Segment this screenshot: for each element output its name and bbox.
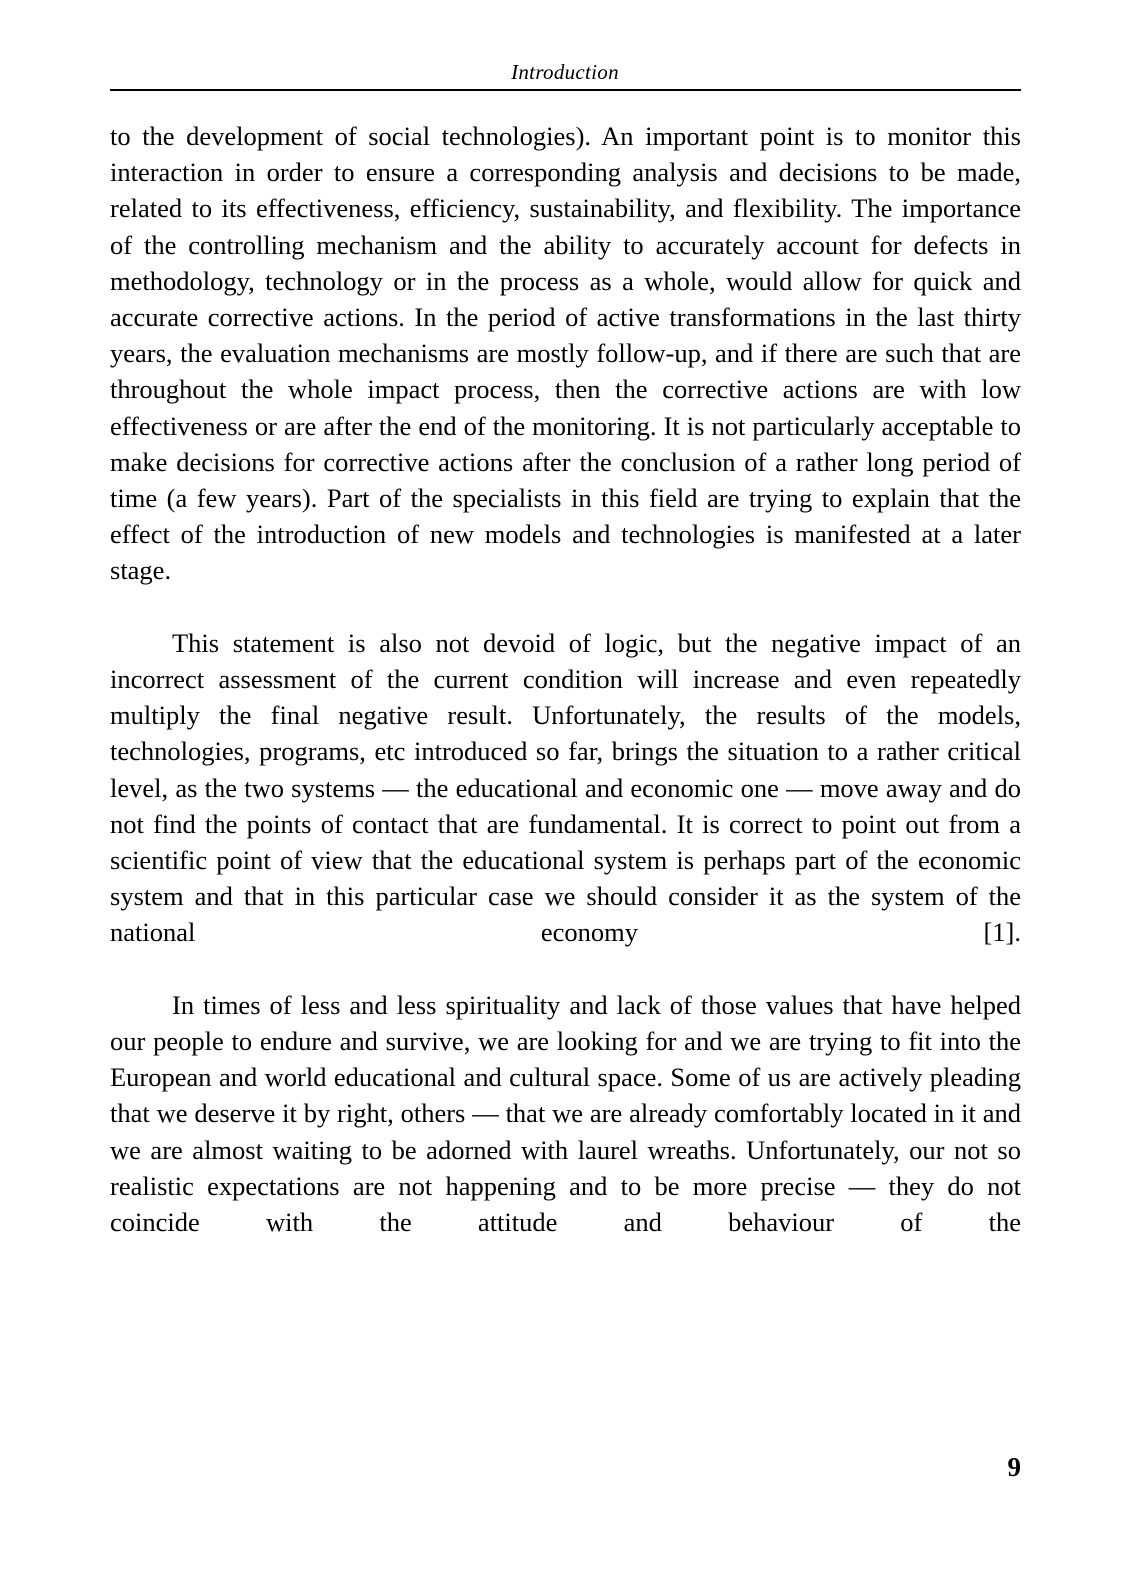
header-divider-rule: [110, 89, 1021, 91]
paragraph: This statement is also not devoid of logic, but the negative impact of an incorrect assessment of the current condition will increase and even repeatedly multiply the final negative result. Unfortunately, the results of the models, technologies, programs, etc introduced so far, brings the situation to a rather critical level, as the two systems — the educational and economic one — move away and do not find the points of contact that are fundamental. It is correct to point out from a scientific point of view that the educational system is perhaps part of the economic system and that in this particular case we should consider it as the system of the national economy [1].: [110, 627, 1021, 948]
paragraph: to the development of social technologies). An important point is to monitor this interaction in order to ensure a corresponding analysis and decisions to be made, related to its effectiveness, efficiency, sustainability, and flexibility. The importance of the controlling mechanism and the ability to accurately account for defects in methodology, technology or in the process as a whole, would allow for quick and accurate corrective actions. In the period of active transformations in the last thirty years, the evaluation mechanisms are mostly follow-up, and if there are such that are throughout the whole impact process, then the corrective actions are with low effectiveness or are after the end of the monitoring. It is not particularly acceptable to make decisions for corrective actions after the conclusion of a rather long period of time (a few years). Part of the specialists in this field are trying to explain that the effect of the introduction of new models and technologies is manifested at a later stage.: [110, 121, 1021, 586]
body-text-block: [110, 118, 1021, 1277]
page-number: 9: [1007, 1452, 1021, 1482]
paragraph: In times of less and less spirituality and lack of those values that have helped our people to endure and survive, we are looking for and we are trying to fit into the European and world educational and cultural space. Some of us are actively pleading that we deserve it by right, others — that we are already comfortably located in it and we are almost waiting to be adorned with laurel wreaths. Unfortunately, our not so realistic expectations are not happening and to be more precise — they do not coincide with the attitude and behaviour of the: [110, 989, 1021, 1238]
running-head: Introduction: [511, 60, 619, 84]
